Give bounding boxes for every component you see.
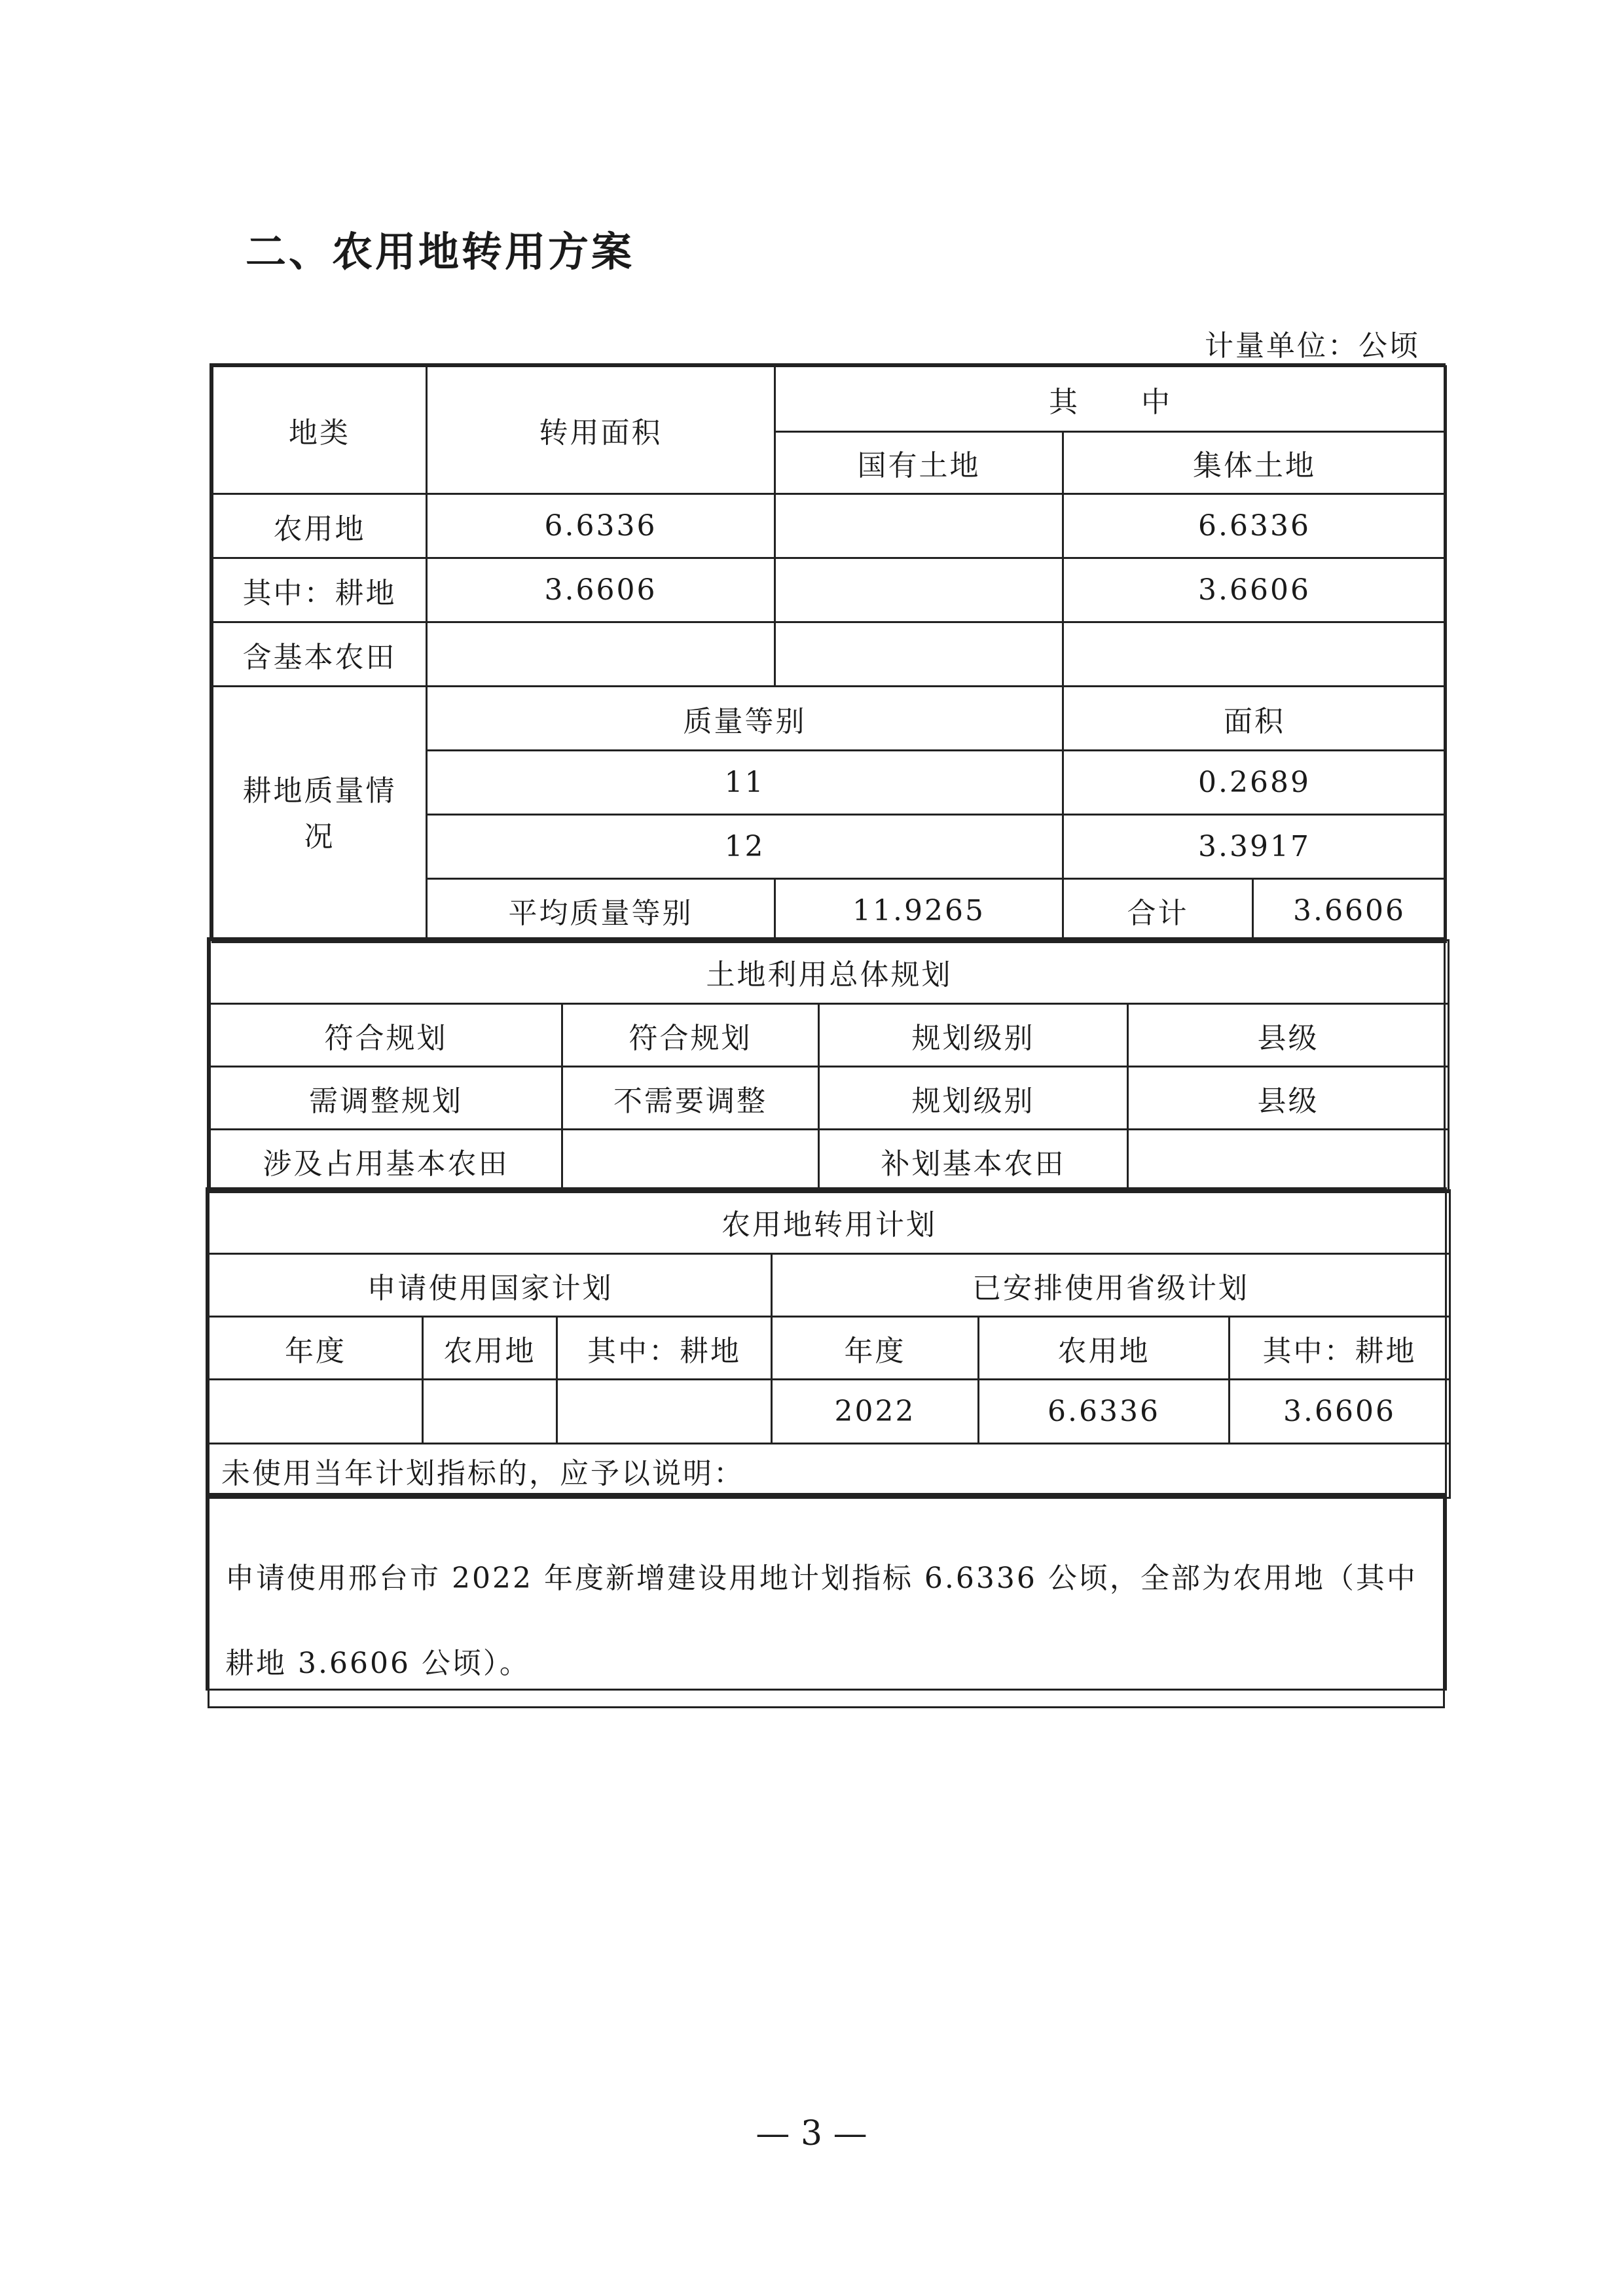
provincial-ag: 6.6336 [979,1380,1230,1444]
col-ag: 农用地 [423,1317,557,1380]
row-label: 含基本农田 [213,622,427,687]
table-row [213,494,1446,558]
header-land-type: 地类 [213,367,427,494]
national-arable [557,1380,772,1444]
total-label: 合计 [1063,879,1253,942]
table-row [210,1130,1449,1193]
cell-area [427,622,775,687]
row-label: 农用地 [213,494,427,558]
cell-grade: 11 [427,751,1063,815]
cell-area: 6.6336 [427,494,775,558]
cell-collective: 3.6606 [1063,558,1446,622]
land-area-table [210,363,1446,939]
conversion-plan-table [206,1187,1447,1495]
planning-cell: 规划级别 [819,1004,1128,1067]
avg-grade-label: 平均质量等别 [427,879,775,942]
unused-note-label: 未使用当年计划指标的，应予以说明： [209,1444,1450,1498]
header-state-land: 国有土地 [775,432,1063,494]
col-year: 年度 [772,1317,979,1380]
col-arable: 其中：耕地 [557,1317,772,1380]
cell-collective: 6.6336 [1063,494,1446,558]
table-row [213,558,1446,622]
header-quality-area: 面积 [1063,687,1446,751]
planning-cell [562,1130,819,1193]
note-text: 申请使用邢台市 2022 年度新增建设用地计划指标 6.6336 公顷，全部为农用地（其中耕地 3.6606 公顷）。 [209,1496,1444,1708]
table-row [209,1380,1450,1444]
table-row [213,622,1446,687]
page-number: — 3 — [756,2114,867,2153]
col-arable: 其中：耕地 [1230,1317,1450,1380]
header-collective-land: 集体土地 [1063,432,1446,494]
national-ag [423,1380,557,1444]
planning-cell [1128,1130,1449,1193]
cell-area: 3.6606 [427,558,775,622]
page-title: 二、农用地转用方案 [246,228,635,276]
planning-cell: 符合规划 [562,1004,819,1067]
table-row [210,1067,1449,1130]
national-year [209,1380,423,1444]
avg-grade-value: 11.9265 [775,879,1063,942]
planning-cell: 县级 [1128,1004,1449,1067]
planning-cell: 县级 [1128,1067,1449,1130]
cell-grade: 12 [427,815,1063,879]
row-label: 其中：耕地 [213,558,427,622]
cell-state [775,494,1063,558]
national-plan-header: 申请使用国家计划 [209,1254,772,1317]
cell-collective [1063,622,1446,687]
provincial-plan-header: 已安排使用省级计划 [772,1254,1450,1317]
conversion-plan-header: 农用地转用计划 [209,1191,1450,1254]
planning-cell: 符合规划 [210,1004,562,1067]
provincial-arable: 3.6606 [1230,1380,1450,1444]
planning-cell: 补划基本农田 [819,1130,1128,1193]
planning-cell: 规划级别 [819,1067,1128,1130]
total-value: 3.6606 [1253,879,1446,942]
quality-label: 耕地质量情况 [213,687,427,942]
col-ag: 农用地 [979,1317,1230,1380]
cell-grade-area: 0.2689 [1063,751,1446,815]
table-row [210,1004,1449,1067]
cell-state [775,558,1063,622]
col-year: 年度 [209,1317,423,1380]
header-of-which: 其 中 [775,367,1446,432]
measurement-unit: 计量单位：公顷 [1205,329,1420,363]
cell-state [775,622,1063,687]
planning-cell: 不需要调整 [562,1067,819,1130]
header-conversion-area: 转用面积 [427,367,775,494]
planning-table [207,937,1446,1189]
header-quality-grade: 质量等别 [427,687,1063,751]
planning-header: 土地利用总体规划 [210,941,1449,1004]
note-box [206,1493,1447,1691]
cell-grade-area: 3.3917 [1063,815,1446,879]
planning-cell: 需调整规划 [210,1067,562,1130]
provincial-year: 2022 [772,1380,979,1444]
planning-cell: 涉及占用基本农田 [210,1130,562,1193]
